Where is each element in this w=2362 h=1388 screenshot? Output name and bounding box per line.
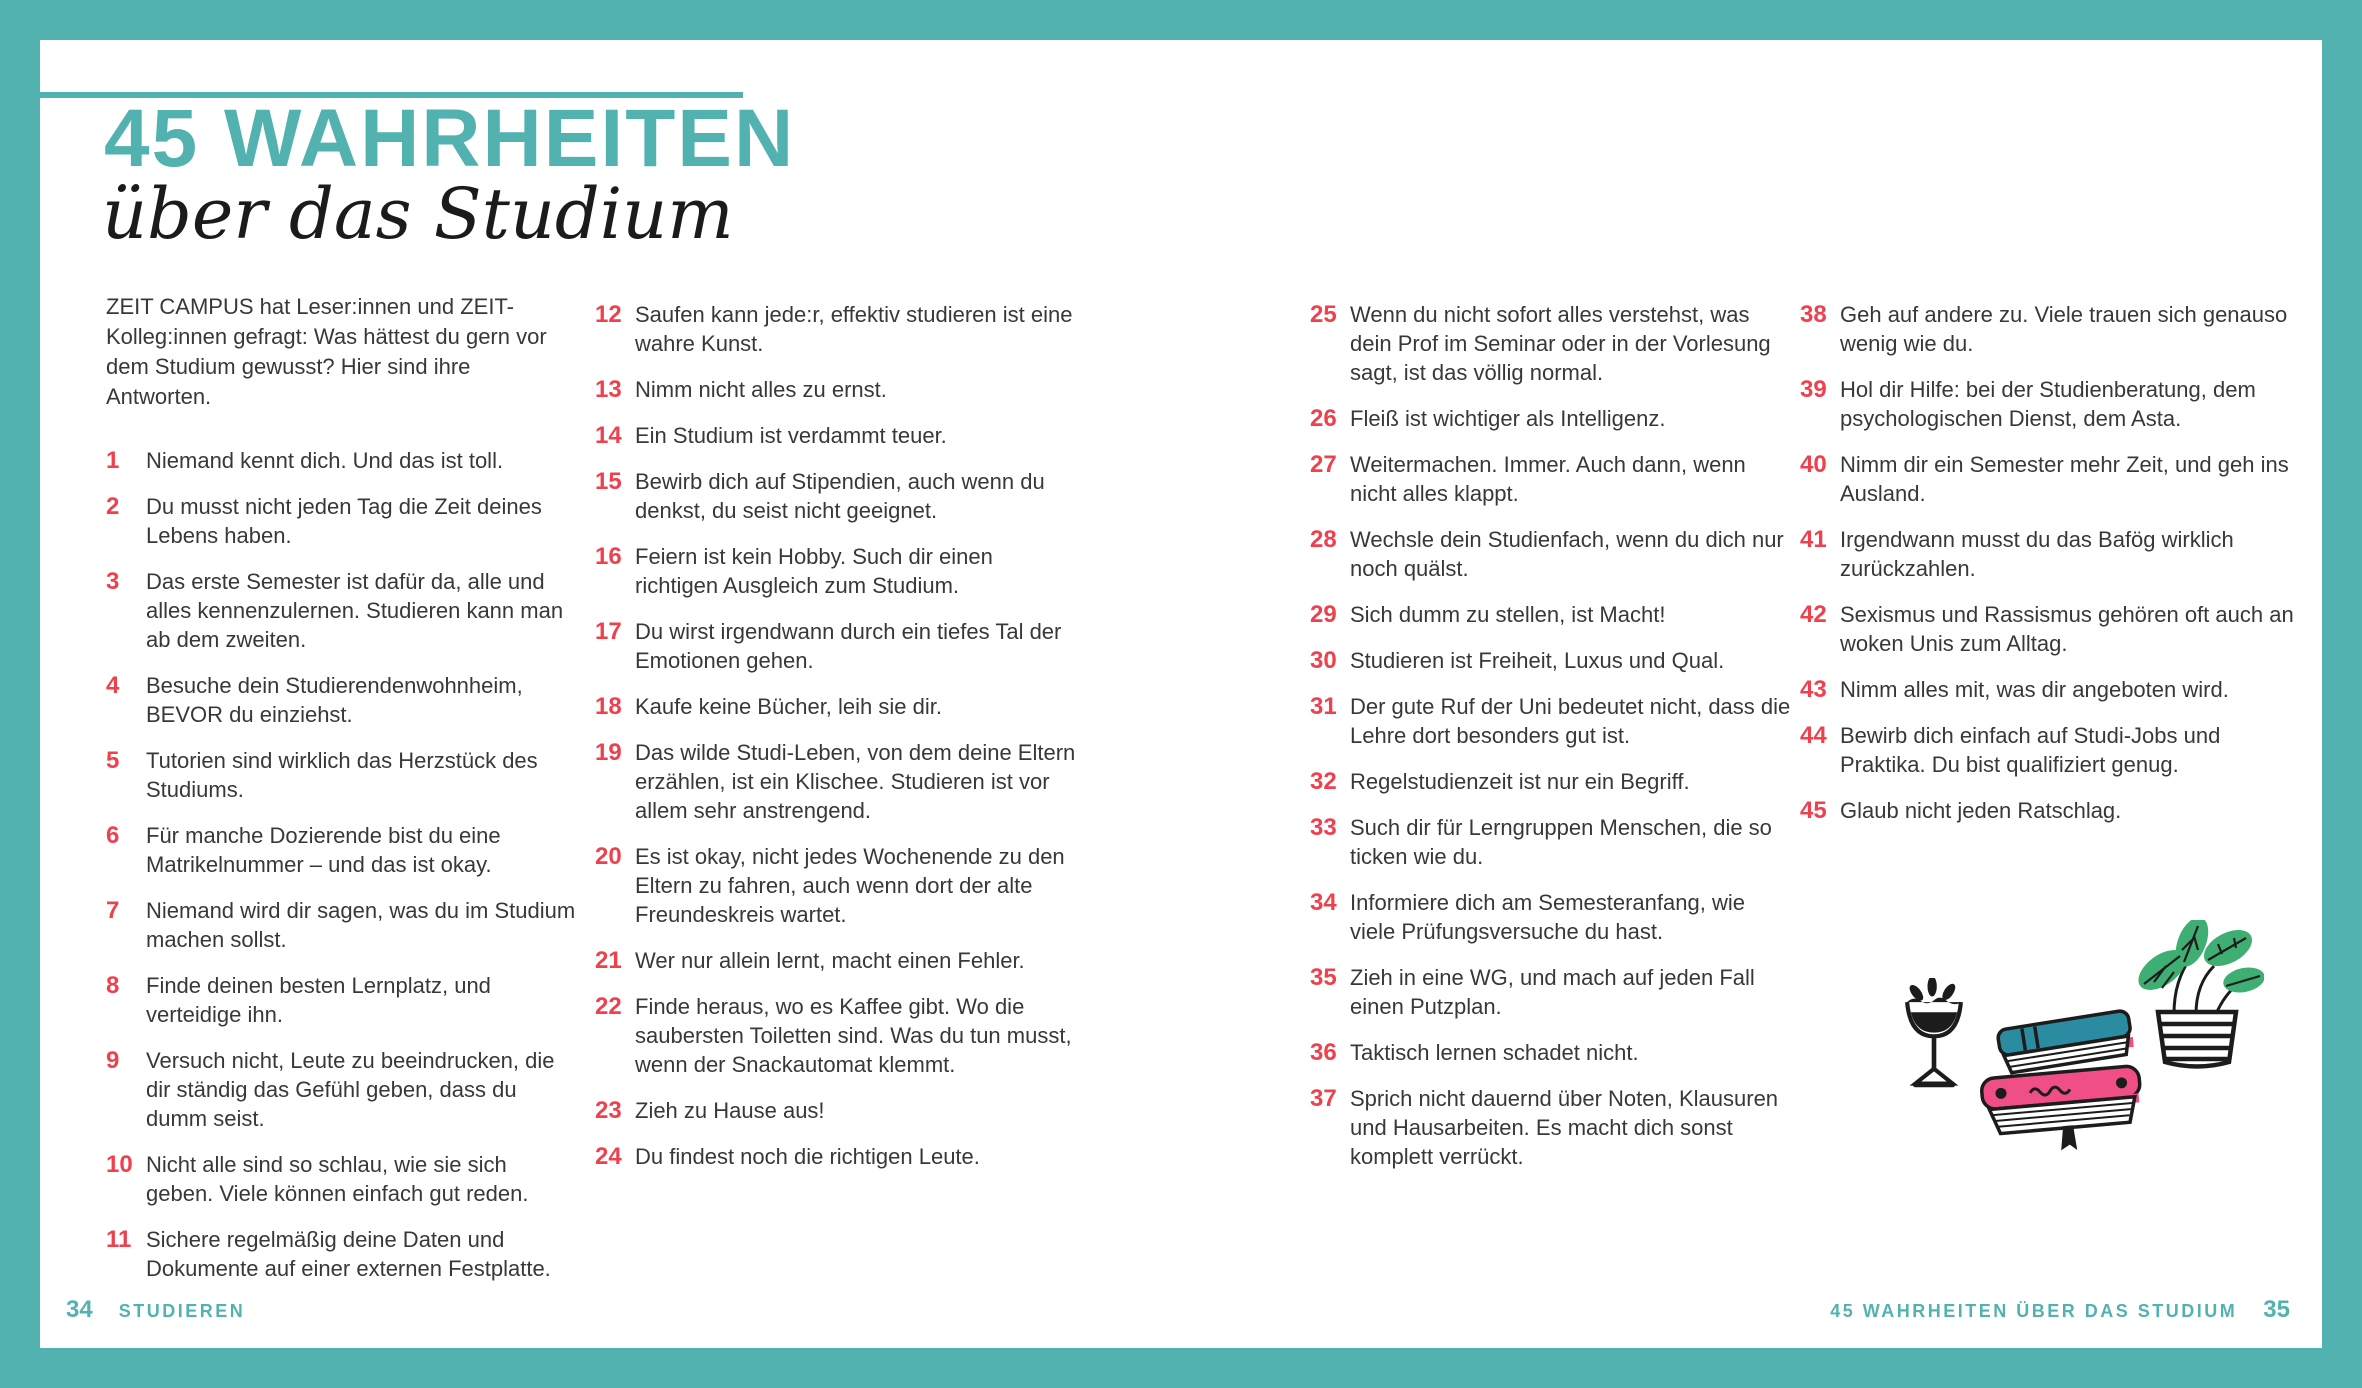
item-number: 40 bbox=[1800, 451, 1827, 478]
truth-item bbox=[1310, 963, 1796, 1021]
item-text: Besuche dein Studierendenwohnheim, BEVOR du einziehst. bbox=[146, 673, 523, 727]
truth-item bbox=[106, 1225, 576, 1283]
truth-item bbox=[595, 992, 1077, 1079]
item-text: Es ist okay, nicht jedes Wochenende zu den Eltern zu fahren, auch wenn dort der alte Freundeskreis wartet. bbox=[635, 844, 1065, 927]
item-number: 23 bbox=[595, 1097, 622, 1124]
item-number: 17 bbox=[595, 618, 622, 645]
item-number: 44 bbox=[1800, 722, 1827, 749]
truth-item bbox=[1310, 300, 1796, 387]
footer-right bbox=[1830, 1296, 2290, 1324]
truth-item bbox=[1800, 721, 2294, 779]
potted-plant-icon bbox=[2132, 920, 2264, 1072]
item-number: 8 bbox=[106, 972, 120, 999]
item-number: 31 bbox=[1310, 693, 1337, 720]
truth-item bbox=[1310, 404, 1796, 433]
item-number: 6 bbox=[106, 822, 120, 849]
truth-item bbox=[595, 617, 1077, 675]
item-text: Das erste Semester ist dafür da, alle und alles kennenzulernen. Studieren kann man ab dem zweiten. bbox=[146, 569, 564, 652]
page-subtitle: über das Studium bbox=[102, 173, 734, 255]
truth-item bbox=[1800, 450, 2294, 508]
truth-item bbox=[595, 1096, 1077, 1125]
truths-column-2 bbox=[595, 300, 1077, 1188]
truth-item bbox=[1310, 600, 1796, 629]
item-text: Such dir für Lerngruppen Menschen, die so ticken wie du. bbox=[1350, 815, 1772, 869]
truth-item bbox=[1310, 767, 1796, 796]
truth-item bbox=[1800, 375, 2294, 433]
item-number: 33 bbox=[1310, 814, 1337, 841]
item-text: Tutorien sind wirklich das Herzstück des Studiums. bbox=[146, 748, 538, 802]
item-text: Feiern ist kein Hobby. Such dir einen richtigen Ausgleich zum Studium. bbox=[635, 544, 993, 598]
item-number: 10 bbox=[106, 1151, 133, 1178]
item-number: 42 bbox=[1800, 601, 1827, 628]
item-text: Sich dumm zu stellen, ist Macht! bbox=[1350, 602, 1666, 627]
truth-item bbox=[595, 421, 1077, 450]
item-number: 30 bbox=[1310, 647, 1337, 674]
item-text: Saufen kann jede:r, effektiv studieren ist eine wahre Kunst. bbox=[635, 302, 1073, 356]
truth-item bbox=[595, 467, 1077, 525]
item-text: Regelstudienzeit ist nur ein Begriff. bbox=[1350, 769, 1690, 794]
truth-item bbox=[1800, 525, 2294, 583]
truth-item bbox=[106, 821, 576, 879]
truths-column-1 bbox=[106, 446, 576, 1300]
item-text: Versuch nicht, Leute zu beeindrucken, die dir ständig das Gefühl geben, dass du dumm seist. bbox=[146, 1048, 555, 1131]
item-number: 43 bbox=[1800, 676, 1827, 703]
truth-item bbox=[1310, 646, 1796, 675]
item-text: Studieren ist Freiheit, Luxus und Qual. bbox=[1350, 648, 1725, 673]
item-number: 16 bbox=[595, 543, 622, 570]
item-number: 32 bbox=[1310, 768, 1337, 795]
item-text: Zieh in eine WG, und mach auf jeden Fall einen Putzplan. bbox=[1350, 965, 1755, 1019]
item-text: Sprich nicht dauernd über Noten, Klausuren und Hausarbeiten. Es macht dich sonst komplett verrückt. bbox=[1350, 1086, 1779, 1169]
item-number: 3 bbox=[106, 568, 120, 595]
item-text: Geh auf andere zu. Viele trauen sich genauso wenig wie du. bbox=[1840, 302, 2288, 356]
truth-item bbox=[595, 542, 1077, 600]
item-text: Irgendwann musst du das Bafög wirklich zurückzahlen. bbox=[1840, 527, 2234, 581]
item-number: 22 bbox=[595, 993, 622, 1020]
truth-item bbox=[1800, 600, 2294, 658]
truth-item bbox=[1800, 675, 2294, 704]
truth-item bbox=[106, 1150, 576, 1208]
footer-left bbox=[66, 1296, 245, 1324]
item-text: Der gute Ruf der Uni bedeutet nicht, dass die Lehre dort besonders gut ist. bbox=[1350, 694, 1791, 748]
item-text: Niemand wird dir sagen, was du im Studium machen sollst. bbox=[146, 898, 576, 952]
truth-item bbox=[106, 446, 576, 475]
item-text: Niemand kennt dich. Und das ist toll. bbox=[146, 448, 504, 473]
item-number: 13 bbox=[595, 376, 622, 403]
item-number: 2 bbox=[106, 493, 120, 520]
section-label-right: 45 WAHRHEITEN ÜBER DAS STUDIUM bbox=[1830, 1301, 2238, 1321]
item-text: Taktisch lernen schadet nicht. bbox=[1350, 1040, 1639, 1065]
page-title: 45 WAHRHEITEN bbox=[104, 93, 796, 184]
item-text: Wenn du nicht sofort alles verstehst, was dein Prof im Seminar oder in der Vorlesung sagt, ist das völlig normal. bbox=[1350, 302, 1771, 385]
truth-item bbox=[106, 896, 576, 954]
truth-item bbox=[595, 1142, 1077, 1171]
item-text: Finde heraus, wo es Kaffee gibt. Wo die saubersten Toiletten sind. Was du tun musst, wenn der Snackautomat klemmt. bbox=[635, 994, 1072, 1077]
truth-item bbox=[1310, 450, 1796, 508]
truth-item bbox=[1310, 1084, 1796, 1171]
item-text: Nimm alles mit, was dir angeboten wird. bbox=[1840, 677, 2229, 702]
truth-item bbox=[106, 671, 576, 729]
item-number: 24 bbox=[595, 1143, 622, 1170]
item-text: Ein Studium ist verdammt teuer. bbox=[635, 423, 947, 448]
truth-item bbox=[106, 567, 576, 654]
item-number: 25 bbox=[1310, 301, 1337, 328]
item-text: Nimm dir ein Semester mehr Zeit, und geh ins Ausland. bbox=[1840, 452, 2289, 506]
item-text: Du wirst irgendwann durch ein tiefes Tal der Emotionen gehen. bbox=[635, 619, 1062, 673]
item-number: 28 bbox=[1310, 526, 1337, 553]
truth-item bbox=[1800, 300, 2294, 358]
wine-glass-icon bbox=[1900, 978, 1968, 1103]
truth-item bbox=[1310, 525, 1796, 583]
item-number: 15 bbox=[595, 468, 622, 495]
book-stack-icon bbox=[1975, 1000, 2153, 1152]
item-number: 14 bbox=[595, 422, 622, 449]
item-text: Wer nur allein lernt, macht einen Fehler. bbox=[635, 948, 1025, 973]
item-text: Finde deinen besten Lernplatz, und verteidige ihn. bbox=[146, 973, 491, 1027]
item-number: 18 bbox=[595, 693, 622, 720]
truth-item bbox=[106, 492, 576, 550]
item-number: 19 bbox=[595, 739, 622, 766]
truth-item bbox=[1310, 813, 1796, 871]
item-number: 36 bbox=[1310, 1039, 1337, 1066]
item-number: 9 bbox=[106, 1047, 120, 1074]
item-number: 37 bbox=[1310, 1085, 1337, 1112]
truth-item bbox=[1800, 796, 2294, 825]
section-label-left: STUDIEREN bbox=[118, 1301, 246, 1321]
truth-item bbox=[1310, 888, 1796, 946]
truth-item bbox=[106, 746, 576, 804]
item-text: Wechsle dein Studienfach, wenn du dich nur noch quälst. bbox=[1350, 527, 1784, 581]
item-number: 1 bbox=[106, 447, 120, 474]
truths-column-3 bbox=[1310, 300, 1796, 1188]
item-number: 21 bbox=[595, 947, 622, 974]
truth-item bbox=[1310, 692, 1796, 750]
item-number: 39 bbox=[1800, 376, 1827, 403]
item-text: Das wilde Studi-Leben, von dem deine Eltern erzählen, ist ein Klischee. Studieren ist vor allem sehr anstrengend. bbox=[635, 740, 1076, 823]
item-text: Glaub nicht jeden Ratschlag. bbox=[1840, 798, 2122, 823]
item-text: Nimm nicht alles zu ernst. bbox=[635, 377, 887, 402]
item-text: Weitermachen. Immer. Auch dann, wenn nicht alles klappt. bbox=[1350, 452, 1746, 506]
truth-item bbox=[1310, 1038, 1796, 1067]
item-number: 7 bbox=[106, 897, 120, 924]
item-text: Kaufe keine Bücher, leih sie dir. bbox=[635, 694, 942, 719]
truth-item bbox=[595, 300, 1077, 358]
item-text: Sexismus und Rassismus gehören oft auch an woken Unis zum Alltag. bbox=[1840, 602, 2294, 656]
item-text: Hol dir Hilfe: bei der Studienberatung, dem psychologischen Dienst, dem Asta. bbox=[1840, 377, 2256, 431]
item-text: Zieh zu Hause aus! bbox=[635, 1098, 825, 1123]
item-number: 34 bbox=[1310, 889, 1337, 916]
item-number: 26 bbox=[1310, 405, 1337, 432]
truth-item bbox=[106, 971, 576, 1029]
item-text: Fleiß ist wichtiger als Intelligenz. bbox=[1350, 406, 1666, 431]
item-number: 11 bbox=[106, 1226, 132, 1253]
item-text: Bewirb dich auf Stipendien, auch wenn du denkst, du seist nicht geeignet. bbox=[635, 469, 1045, 523]
item-text: Informiere dich am Semesteranfang, wie viele Prüfungsversuche du hast. bbox=[1350, 890, 1745, 944]
truth-item bbox=[106, 1046, 576, 1133]
item-number: 20 bbox=[595, 843, 622, 870]
truth-item bbox=[595, 738, 1077, 825]
truth-item bbox=[595, 692, 1077, 721]
item-number: 45 bbox=[1800, 797, 1827, 824]
truths-column-4 bbox=[1800, 300, 2294, 842]
truth-item bbox=[595, 375, 1077, 404]
truth-item bbox=[595, 946, 1077, 975]
item-text: Du musst nicht jeden Tag die Zeit deines Lebens haben. bbox=[146, 494, 542, 548]
item-text: Für manche Dozierende bist du eine Matrikelnummer – und das ist okay. bbox=[146, 823, 501, 877]
page-number-left: 34 bbox=[66, 1296, 93, 1323]
intro-paragraph: ZEIT CAMPUS hat Leser:innen und ZEIT-Kolleg:innen gefragt: Was hättest du gern vor dem Studium gewusst? Hier sind ihre Antworten. bbox=[106, 294, 547, 409]
item-text: Sichere regelmäßig deine Daten und Dokumente auf einer externen Festplatte. bbox=[146, 1227, 551, 1281]
item-number: 27 bbox=[1310, 451, 1337, 478]
item-number: 29 bbox=[1310, 601, 1337, 628]
item-number: 4 bbox=[106, 672, 120, 699]
item-text: Bewirb dich einfach auf Studi-Jobs und Praktika. Du bist qualifiziert genug. bbox=[1840, 723, 2221, 777]
item-number: 12 bbox=[595, 301, 622, 328]
page-number-right: 35 bbox=[2263, 1296, 2290, 1323]
item-text: Du findest noch die richtigen Leute. bbox=[635, 1144, 980, 1169]
item-number: 35 bbox=[1310, 964, 1337, 991]
item-text: Nicht alle sind so schlau, wie sie sich geben. Viele können einfach gut reden. bbox=[146, 1152, 529, 1206]
item-number: 5 bbox=[106, 747, 120, 774]
item-number: 38 bbox=[1800, 301, 1827, 328]
truth-item bbox=[595, 842, 1077, 929]
item-number: 41 bbox=[1800, 526, 1827, 553]
